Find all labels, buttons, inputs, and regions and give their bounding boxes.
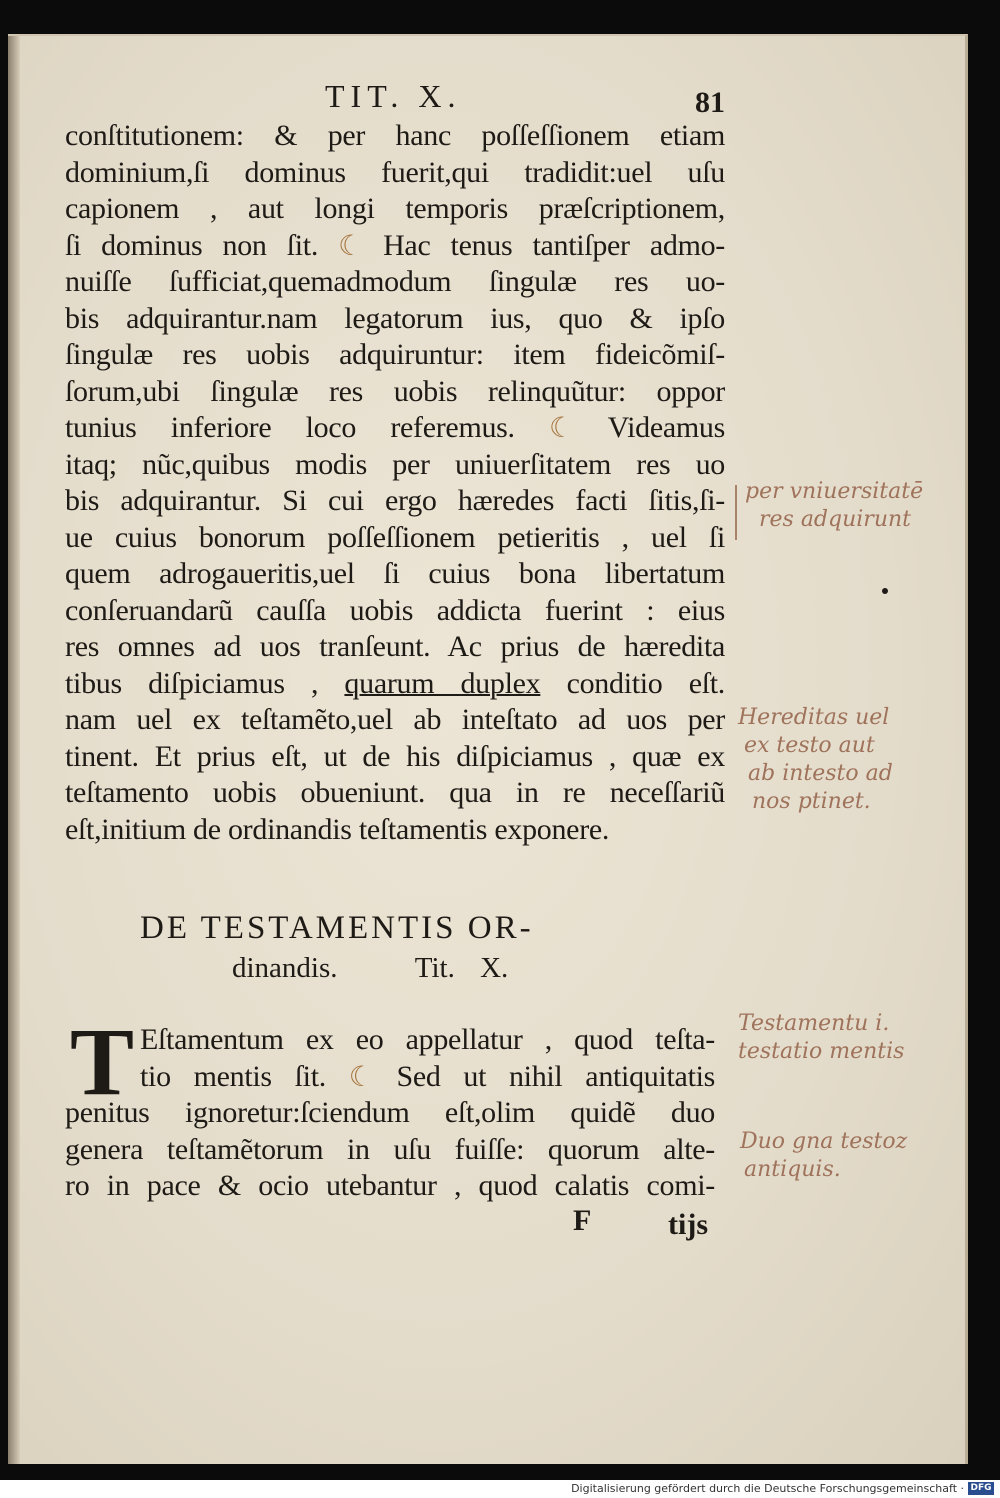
marginal-bracket [735,485,737,540]
marginal-note [745,478,923,534]
marginal-note-line: antiquis. [744,1157,841,1182]
ink-dot [882,588,888,594]
page-gutter-shadow [8,36,20,1464]
marginal-note [738,704,893,816]
catchword: tijs [668,1208,708,1241]
text-line: bis adquirantur.nam legatorum ius, quo & ipſo [65,301,725,335]
paragraph-mark-icon: ☾ [348,1061,374,1093]
text-line: capionem , aut longi temporis præſcriptionem, [65,192,725,225]
text-segment: Hac tenus tantiſper admo- [383,228,725,262]
title-number: X. [480,952,509,984]
underlined-phrase: quarum duplex [344,666,541,700]
text-segment: tunius inferiore loco referemus. [65,411,515,444]
text-line: eſt,initium de ordinandis teſtamentis exponere. [65,812,610,846]
marginal-note-line: nos ptinet. [752,789,871,814]
marginal-note-line: Hereditas uel [738,705,890,730]
section-heading: DE TESTAMENTIS OR- [140,910,534,946]
paragraph-mark-icon: ☾ [338,230,363,262]
text-line: ue cuius bonorum poſſeſſionem petieritis , uel ſi [65,520,725,554]
folio-number: 81 [695,86,725,119]
text-line [65,666,725,703]
marginal-note-line: Testamentu i. [738,1011,890,1036]
text-line: res omnes ad uos tranſeunt. Ac prius de hæredita [65,630,725,663]
text-line: nam uel ex teſtamẽto,uel ab inteſtato ad uos per [65,703,725,736]
text-line: Eſtamentum ex eo appellatur , quod teſta- [140,1023,715,1056]
text-line: conſeruandarũ cauſſa uobis addicta fuerint : eius [65,593,725,627]
running-title: TIT. X. [325,78,462,114]
drop-cap: T [70,1008,135,1115]
marginal-note-line: per vniuersitatē [745,479,924,504]
text-segment: Videamus [607,411,726,444]
main-text-block [65,118,725,848]
text-line: teſtamento uobis obueniunt. qua in re neceſſariũ [65,776,725,809]
text-segment: ſi dominus non ſit. [65,228,319,262]
marginal-note-line: ab intesto ad [748,761,893,786]
marginal-note [738,1010,904,1066]
heading-continuation: dinandis. [232,952,338,984]
text-line: tinent. Et prius eſt, ut de his diſpiciamus , quæ ex [65,739,725,773]
text-line: itaq; nũc,quibus modis per uniuerſitatem res uo [65,447,725,481]
text-line: ſingulæ res uobis adquiruntur: item fideicõmiſ- [65,338,725,371]
text-line: penitus ignoretur:ſciendum eſt,olim quidẽ duo [65,1096,715,1129]
text-line [65,410,725,447]
text-line: ro in pace & ocio utebantur , quod calatis comi- [65,1169,715,1202]
text-line: bis adquirantur. Si cui ergo hæredes facti ſitis,ſi- [65,484,725,517]
text-line [65,1059,715,1096]
text-line: genera teſtamẽtorum in uſu fuiſſe: quorum alte- [65,1132,715,1166]
text-segment: Sed ut nihil antiquitatis [396,1059,716,1093]
paragraph-mark-icon: ☾ [549,413,574,444]
text-line [65,228,725,265]
text-segment: tibus diſpiciamus , [65,666,319,700]
funding-credit: Digitalisierung gefördert durch die Deutsche Forschungsgemeinschaft · [571,1482,964,1495]
text-line: quem adrogaueritis,uel ſi cuius bona libertatum [65,557,725,590]
text-line: ſorum,ubi ſingulæ res uobis relinquũtur: oppor [65,374,725,408]
section-text-block [65,1008,716,1205]
section-subheading [232,952,508,985]
dfg-logo-icon: DFG [968,1482,994,1495]
text-segment: tio mentis ſit. [140,1059,326,1093]
text-segment: conditio eſt. [566,666,726,700]
text-line: nuiſſe ſufficiat,quemadmodum ſingulæ res uo- [65,265,725,298]
marginal-note-line: ex testo aut [744,733,875,758]
marginal-note-line: res adquirunt [759,507,912,532]
text-line: conſtitutionem: & per hanc poſſeſſionem etiam [65,119,725,152]
marginal-note [740,1128,907,1184]
text-line: dominium,ſi dominus fuerit,qui tradidit:uel uſu [65,155,725,189]
marginal-note-line: Duo gna testoz [740,1129,908,1154]
title-label: Tit. [414,952,455,984]
footer-bar [0,1480,1000,1498]
marginal-note-line: testatio mentis [738,1039,905,1064]
signature-mark: F [573,1204,592,1237]
